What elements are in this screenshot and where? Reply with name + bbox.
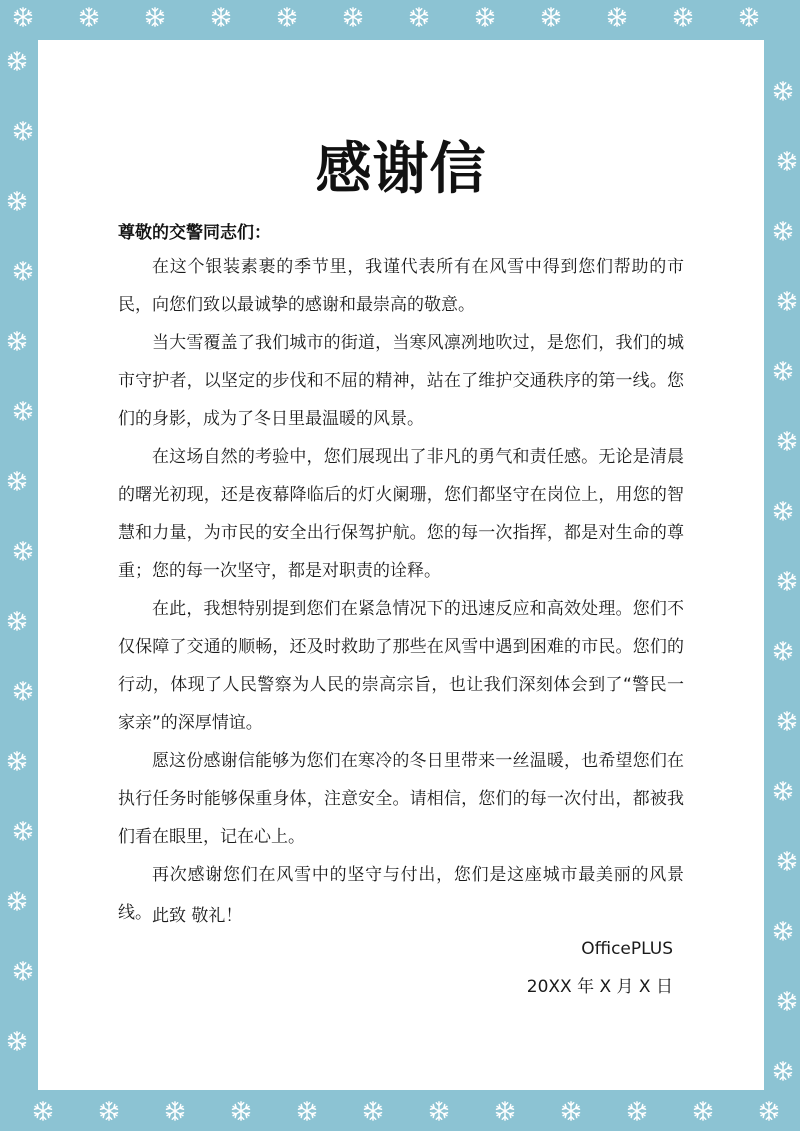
snowflake-icon — [776, 430, 798, 452]
letter-paragraph: 当大雪覆盖了我们城市的街道，当寒风凛冽地吹过，是您们，我们的城市守护者，以坚定的步伐和不屈的精神，站在了维护交通秩序的第一线。您们的身影，成为了冬日里最温暖的风景。 — [118, 333, 684, 429]
snowflake-icon — [474, 6, 496, 28]
snowflake-icon — [98, 1100, 120, 1122]
snowflake-icon — [776, 290, 798, 312]
snowflake-icon — [12, 260, 34, 282]
snowflake-icon — [772, 780, 794, 802]
snowflake-icon — [6, 610, 28, 632]
snowflake-icon — [672, 6, 694, 28]
letter-paragraph: 在这个银装素裹的季节里，我谨代表所有在风雪中得到您们帮助的市民，向您们致以最诚挚的感谢和最崇高的敬意。 — [118, 257, 684, 315]
snowflake-icon — [776, 990, 798, 1012]
letter-title: 感谢信 — [315, 137, 487, 202]
snowflake-icon — [772, 920, 794, 942]
snowflake-icon — [772, 360, 794, 382]
snowflake-icon — [738, 6, 760, 28]
snowflake-icon — [408, 6, 430, 28]
snowflake-icon — [776, 850, 798, 872]
snowflake-icon — [6, 750, 28, 772]
snowflake-icon — [12, 120, 34, 142]
snowflake-icon — [12, 820, 34, 842]
snowflake-icon — [342, 6, 364, 28]
snowflake-icon — [772, 220, 794, 242]
snowflake-icon — [12, 6, 34, 28]
letter-paragraph: 在此，我想特别提到您们在紧急情况下的迅速反应和高效处理。您们不仅保障了交通的顺畅，还及时救助了那些在风雪中遇到困难的市民。您们的行动，体现了人民警察为人民的崇高宗旨，也让我们深刻体会到了“警民一家亲”的深厚情谊。 — [118, 599, 684, 733]
snowflake-icon — [362, 1100, 384, 1122]
snowflake-icon — [6, 890, 28, 912]
letter-closing: 此致 敬礼！ — [152, 906, 243, 926]
snowflake-icon — [758, 1100, 780, 1122]
letter-paper — [38, 40, 764, 1090]
letter-greeting: 尊敬的交警同志们： — [118, 223, 271, 243]
snowflake-icon — [626, 1100, 648, 1122]
snowflake-icon — [560, 1100, 582, 1122]
snowflake-icon — [6, 1030, 28, 1052]
letter-paragraph: 再次感谢您们在风雪中的坚守与付出，您们是这座城市最美丽的风景线。 — [118, 865, 684, 923]
snowflake-icon — [776, 710, 798, 732]
snowflake-icon — [296, 1100, 318, 1122]
snowflake-icon — [428, 1100, 450, 1122]
snowflake-icon — [606, 6, 628, 28]
snowflake-icon — [6, 50, 28, 72]
snowflake-icon — [164, 1100, 186, 1122]
snowflake-icon — [12, 540, 34, 562]
snowflake-icon — [6, 470, 28, 492]
snowflake-icon — [12, 680, 34, 702]
snowflake-icon — [540, 6, 562, 28]
snowflake-icon — [32, 1100, 54, 1122]
letter-body — [118, 248, 684, 932]
snowflake-icon — [144, 6, 166, 28]
snowflake-icon — [276, 6, 298, 28]
snowflake-icon — [78, 6, 100, 28]
letter-paragraph: 愿这份感谢信能够为您们在寒冷的冬日里带来一丝温暖，也希望您们在执行任务时能够保重身体，注意安全。请相信，您们的每一次付出，都被我们看在眼里，记在心上。 — [118, 751, 684, 847]
snowflake-icon — [12, 400, 34, 422]
snowflake-icon — [772, 1060, 794, 1082]
snowflake-icon — [692, 1100, 714, 1122]
snowflake-icon — [494, 1100, 516, 1122]
snowflake-icon — [772, 500, 794, 522]
snowflake-icon — [6, 330, 28, 352]
snowflake-icon — [772, 80, 794, 102]
letter-date: 20XX 年 X 月 X 日 — [526, 977, 673, 997]
snowflake-icon — [776, 150, 798, 172]
snowflake-icon — [776, 570, 798, 592]
snowflake-icon — [12, 960, 34, 982]
letter-signature: OfficePLUS — [581, 939, 673, 959]
snowflake-icon — [210, 6, 232, 28]
snowflake-icon — [230, 1100, 252, 1122]
snowflake-icon — [6, 190, 28, 212]
snowflake-icon — [772, 640, 794, 662]
letter-paragraph: 在这场自然的考验中，您们展现出了非凡的勇气和责任感。无论是清晨的曙光初现，还是夜幕降临后的灯火阑珊，您们都坚守在岗位上，用您的智慧和力量，为市民的安全出行保驾护航。您的每一次指挥，都是对生命的尊重；您的每一次坚守，都是对职责的诠释。 — [118, 447, 684, 581]
